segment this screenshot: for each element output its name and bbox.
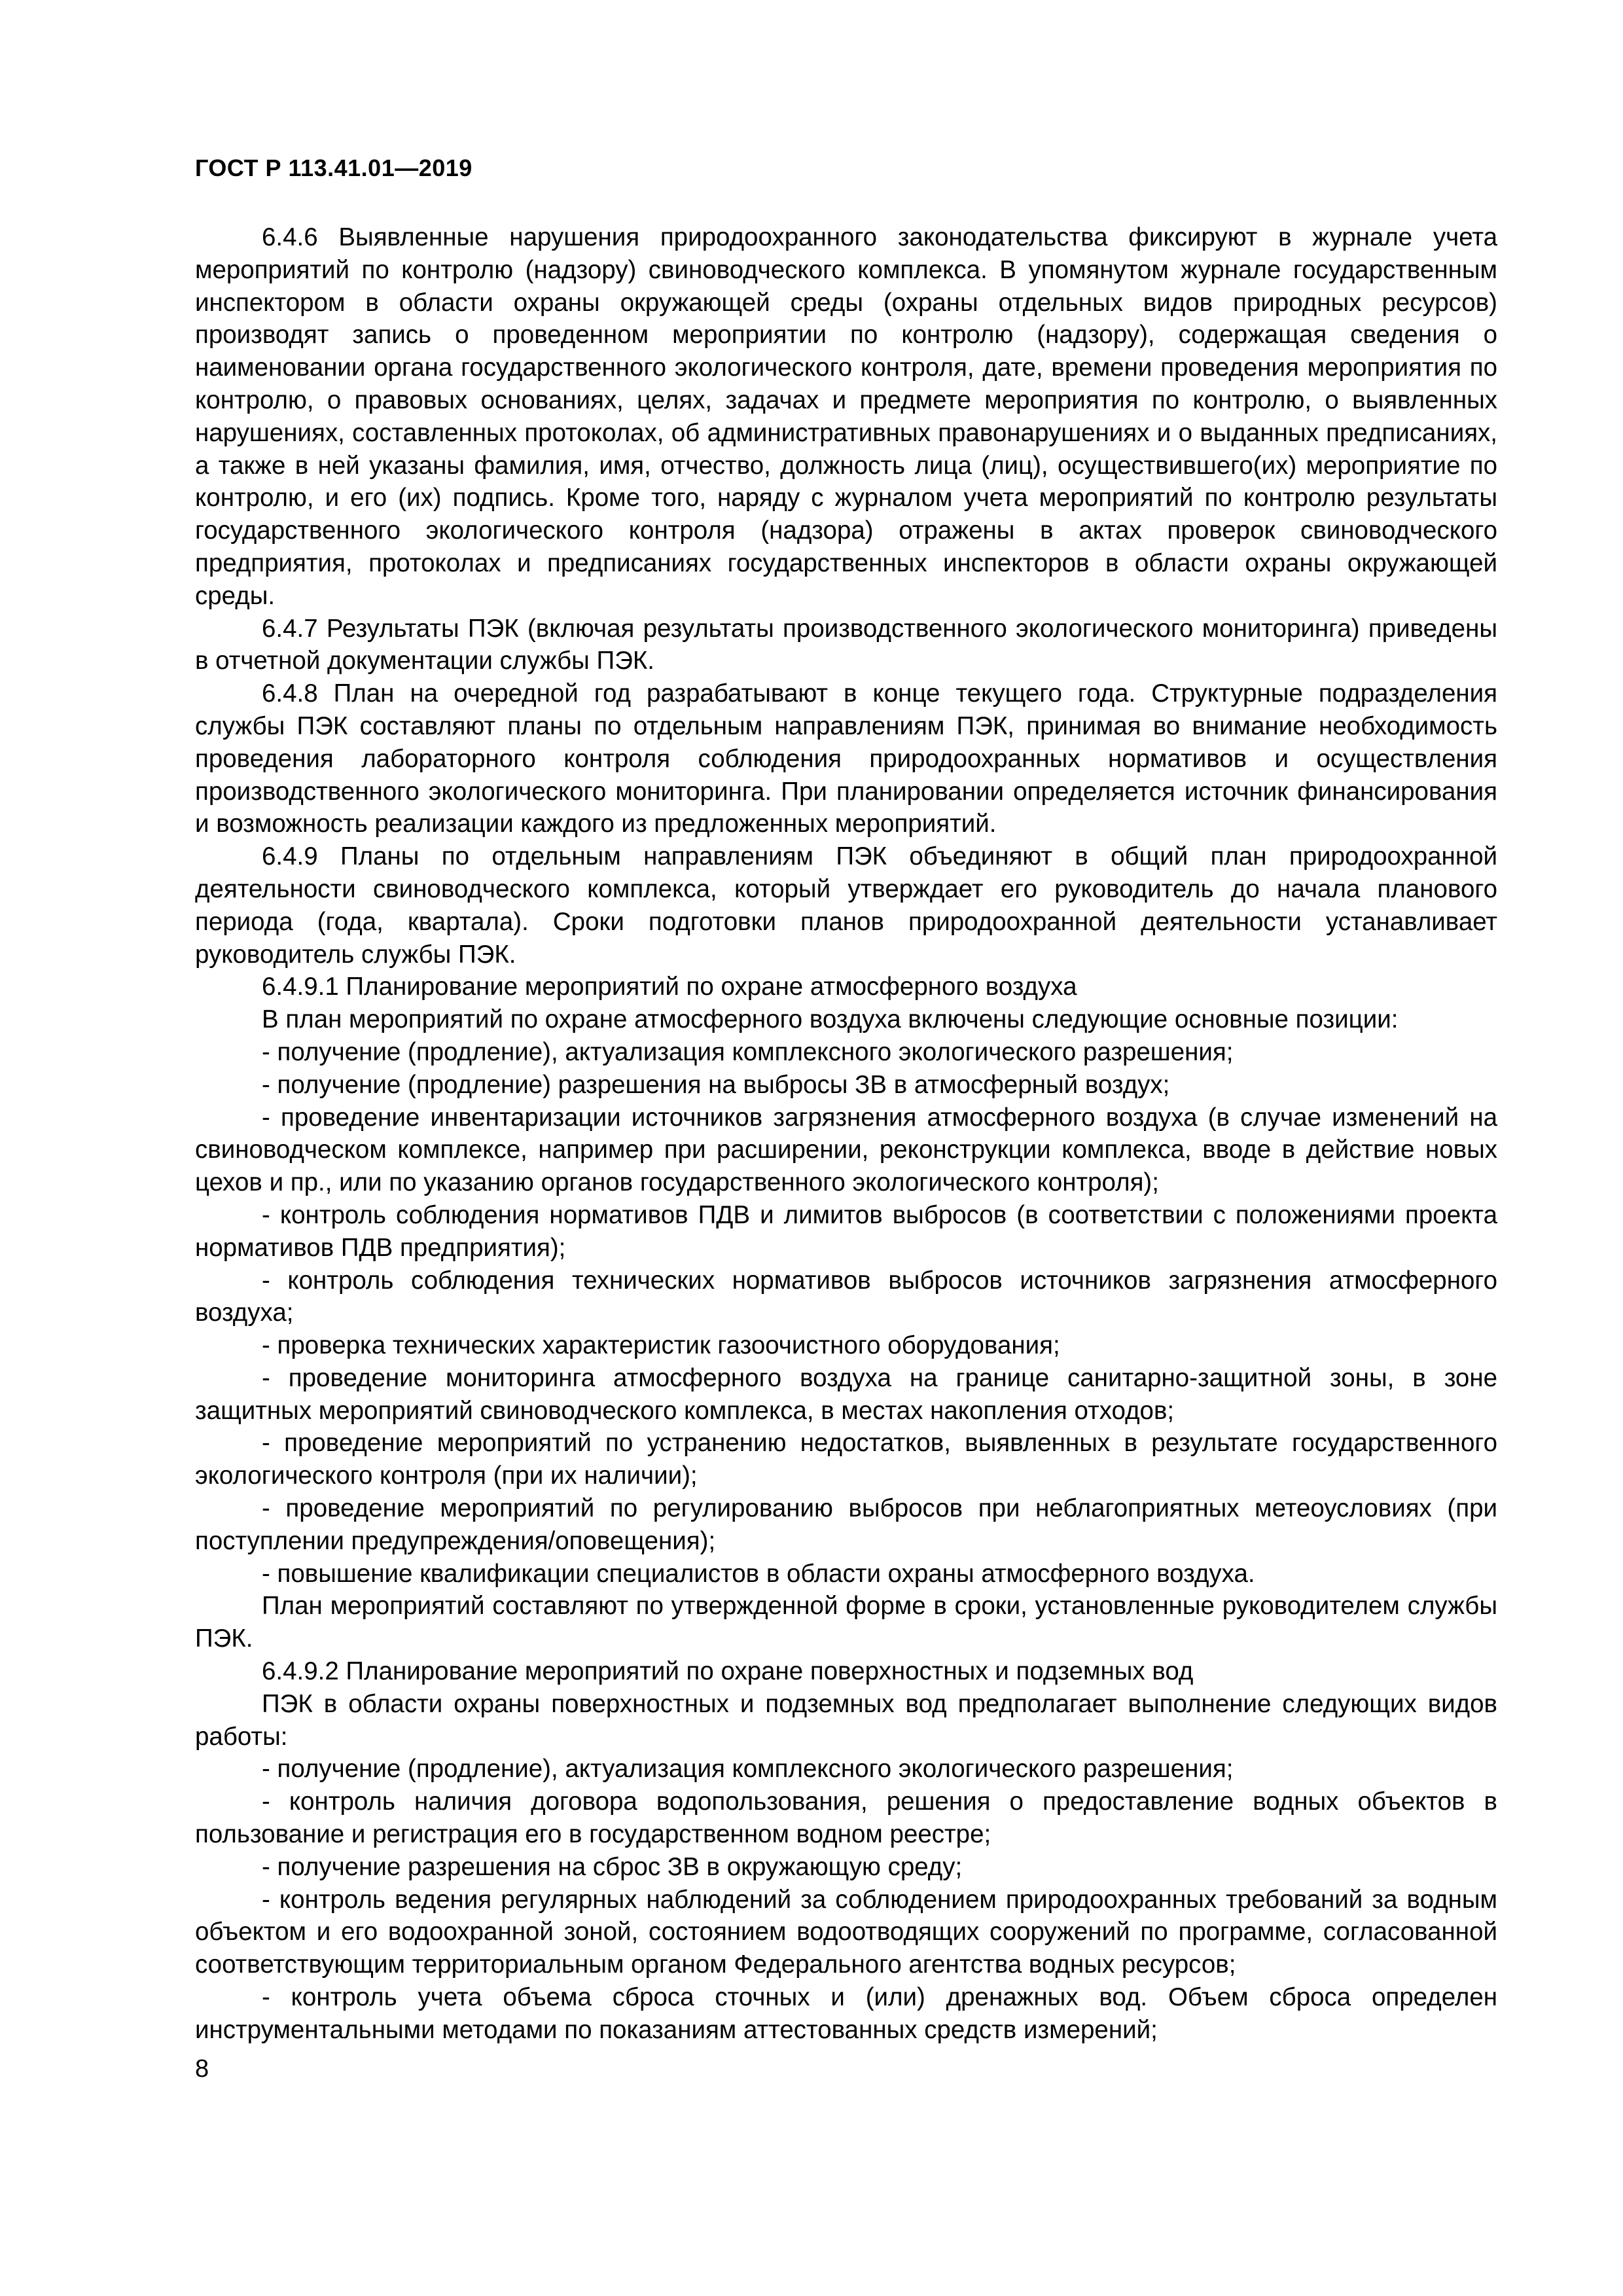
list-item: - проведение мероприятий по устранению недостатков, выявленных в результате государственного экологического контроля (при их наличии);: [195, 1429, 1497, 1490]
paragraph: 6.4.9 Планы по отдельным направлениям ПЭК объединяют в общий план природоохранной деятельности свиноводческого комплекса, который утверждает его руководитель до начала планового периода (года, квартала). Сроки подготовки планов природоохранной деятельности устанавливает руководитель службы ПЭК.: [195, 842, 1497, 969]
list-item: - проверка технических характеристик газоочистного оборудования;: [262, 1331, 1060, 1360]
list-item: - проведение мероприятий по регулированию выбросов при неблагоприятных метеоусловиях (при поступлении предупреждения/оповещения);: [195, 1494, 1497, 1555]
list-item: - проведение инвентаризации источников загрязнения атмосферного воздуха (в случае изменений на свиноводческом комплексе, например при расширении, реконструкции комплекса, вводе в действие новых цехов и пр., или по указанию органов государственного экологического контроля);: [195, 1103, 1497, 1197]
list-item: - контроль соблюдения нормативов ПДВ и лимитов выбросов (в соответствии с положениями проекта нормативов ПДВ предприятия);: [195, 1200, 1497, 1262]
list-item: - получение (продление), актуализация комплексного экологического разрешения;: [262, 1037, 1234, 1066]
list-item: - проведение мониторинга атмосферного воздуха на границе санитарно-защитной зоны, в зоне защитных мероприятий свиноводческого комплекса, в местах накопления отходов;: [195, 1363, 1497, 1425]
list-item: - контроль учета объема сброса сточных и (или) дренажных вод. Объем сброса определен инструментальными методами по показаниям аттестованных средств измерений;: [195, 1983, 1497, 2044]
paragraph: 6.4.6 Выявленные нарушения природоохранного законодательства фиксируют в журнале учета мероприятий по контролю (надзору) свиноводческого комплекса. В упомянутом журнале государственным инспектором в области охраны окружающей среды (охраны отдельных видов природных ресурсов) производят запись о проведенном мероприятии по контролю (надзору), содержащая сведения о наименовании органа государственного экологического контроля, дате, времени проведения мероприятия по контролю, о правовых основаниях, целях, задачах и предмете мероприятия по контролю, о выявленных нарушениях, составленных протоколах, об административных правонарушениях и о выданных предписаниях, а также в ней указаны фамилия, имя, отчество, должность лица (лиц), осуществившего(их) мероприятие по контролю, и его (их) подпись. Кроме того, наряду с журналом учета мероприятий по контролю результаты государственного экологического контроля (надзора) отражены в актах проверок свиноводческого предприятия, протоколах и предписаниях государственных инспекторов в области охраны окружающей среды.: [195, 223, 1497, 610]
list-item: - контроль ведения регулярных наблюдений за соблюдением природоохранных требований за водным объектом и его водоохранной зоной, состоянием водоотводящих сооружений по программе, согласованной соответствующим территориальным органом Федерального агентства водных ресурсов;: [195, 1885, 1497, 1979]
list-item: - получение разрешения на сброс ЗВ в окружающую среду;: [262, 1852, 963, 1881]
list-item: - контроль наличия договора водопользования, решения о предоставление водных объектов в пользование и регистрация его в государственном водном реестре;: [195, 1787, 1497, 1849]
paragraph: ПЭК в области охраны поверхностных и подземных вод предполагает выполнение следующих видов работы:: [195, 1689, 1497, 1751]
paragraph: 6.4.8 План на очередной год разрабатывают в конце текущего года. Структурные подразделения службы ПЭК составляют планы по отдельным направлениям ПЭК, принимая во внимание необходимость проведения лабораторного контроля соблюдения природоохранных нормативов и осуществления производственного экологического мониторинга. При планировании определяется источник финансирования и возможность реализации каждого из предложенных мероприятий.: [195, 679, 1497, 838]
paragraph: План мероприятий составляют по утвержденной форме в сроки, установленные руководителем службы ПЭК.: [195, 1592, 1497, 1653]
list-item: - контроль соблюдения технических нормативов выбросов источников загрязнения атмосферного воздуха;: [195, 1266, 1497, 1327]
paragraph: В план мероприятий по охране атмосферного воздуха включены следующие основные позиции:: [262, 1005, 1399, 1034]
document-code-header: ГОСТ Р 113.41.01—2019: [195, 154, 473, 181]
page-number: 8: [195, 2055, 209, 2083]
list-item: - получение (продление) разрешения на выбросы ЗВ в атмосферный воздух;: [262, 1070, 1170, 1099]
paragraph: 6.4.7 Результаты ПЭК (включая результаты производственного экологического мониторинга) приведены в отчетной документации службы ПЭК.: [195, 614, 1497, 675]
document-body: [195, 221, 1497, 2047]
section-heading: 6.4.9.2 Планирование мероприятий по охране поверхностных и подземных вод: [262, 1657, 1194, 1686]
list-item: - получение (продление), актуализация комплексного экологического разрешения;: [262, 1755, 1234, 1784]
list-item: - повышение квалификации специалистов в области охраны атмосферного воздуха.: [262, 1559, 1255, 1588]
section-heading: 6.4.9.1 Планирование мероприятий по охране атмосферного воздуха: [262, 973, 1077, 1001]
